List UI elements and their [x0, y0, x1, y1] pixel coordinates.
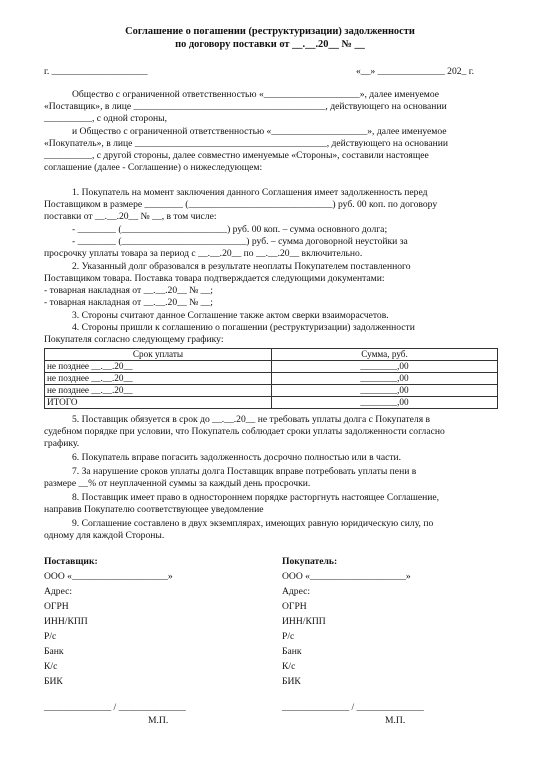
intro-line: и Общество с ограниченной ответственностью «____________________», далее именуемое	[72, 126, 447, 137]
supplier-field: Р/с	[44, 631, 57, 642]
clause-line: - товарная накладная от __.__.20__ № __;	[44, 285, 213, 296]
intro-line: __________, с одной стороны,	[44, 113, 167, 124]
clause-line: размере __% от неуплаченной суммы за каждый день просрочки.	[44, 478, 311, 489]
buyer-field: БИК	[282, 676, 301, 687]
clause-line: просрочку уплаты товара за период с __.__.20__ по __.__.20__ включительно.	[44, 248, 363, 259]
clause-line: одному для каждой Стороны.	[44, 530, 165, 541]
supplier-field: К/с	[44, 661, 58, 672]
intro-line: __________, с другой стороны, далее совместно именуемые «Стороны», составили настоящее	[44, 150, 429, 161]
table-row	[45, 373, 498, 385]
clause-line: 9. Соглашение составлено в двух экземплярах, имеющих равную юридическую силу, по	[72, 518, 434, 529]
buyer-field: Р/с	[282, 631, 295, 642]
supplier-heading: Поставщик:	[44, 556, 98, 567]
intro-line: соглашение (далее - Соглашение) о нижеследующем:	[44, 162, 263, 173]
supplier-signature-line: ______________ / ______________	[44, 702, 186, 713]
due-date-cell: не позднее __.__.20__	[45, 373, 272, 385]
column-header-amount: Сумма, руб.	[272, 349, 498, 361]
due-date-cell: не позднее __.__.20__	[45, 361, 272, 373]
clause-line: - ________ (______________________) руб. 00 коп. – сумма основного долга;	[72, 224, 388, 235]
table-row	[45, 385, 498, 397]
clause-line: направив Покупателю соответствующее уведомление	[44, 504, 264, 515]
table-row	[45, 361, 498, 373]
clause-line: - ________ (__________________________) руб. – сумма договорной неустойки за	[72, 236, 408, 247]
clause-line: Поставщиком в размере ________ (______________________________) руб. 00 коп. по договору	[44, 199, 438, 210]
supplier-company: ООО «____________________»	[44, 571, 173, 582]
buyer-field: ОГРН	[282, 601, 307, 612]
clause-line: - товарная накладная от __.__.20__ № __;	[44, 297, 213, 308]
clause-line: 6. Покупатель вправе погасить задолженность досрочно полностью или в части.	[72, 452, 402, 463]
clause-line: 5. Поставщик обязуется в срок до __.__.20__ не требовать уплаты долга с Покупателя в	[72, 414, 431, 425]
total-amount-cell: ________,00	[272, 397, 498, 409]
date-field: «__» ______________ 202_ г.	[356, 66, 474, 77]
total-label-cell: ИТОГО	[45, 397, 272, 409]
supplier-field: ИНН/КПП	[44, 616, 88, 627]
buyer-field: К/с	[282, 661, 296, 672]
clause-line: 4. Стороны пришли к соглашению о погашении (реструктуризации) задолженности	[72, 322, 415, 333]
clause-line: 3. Стороны считают данное Соглашение также актом сверки взаиморасчетов.	[72, 310, 389, 321]
document-title-line1: Соглашение о погашении (реструктуризации) задолженности	[125, 26, 415, 37]
intro-line: Общество с ограниченной ответственностью «____________________», далее именуемое	[72, 89, 440, 100]
clause-line: судебном порядке при условии, что Покупатель соблюдает сроки уплаты задолженности согласно	[44, 426, 445, 437]
document-title-line2: по договору поставки от __.__.20__ № __	[175, 39, 365, 50]
supplier-stamp-mark: М.П.	[148, 715, 169, 726]
buyer-signature-line: ______________ / ______________	[282, 702, 424, 713]
table-header-row	[45, 349, 498, 361]
clause-line: Поставщиком товара. Поставка товара подтверждается следующими документами:	[44, 273, 385, 284]
amount-cell: ________,00	[272, 361, 498, 373]
buyer-heading: Покупатель:	[282, 556, 338, 567]
payment-schedule-table	[44, 348, 498, 409]
buyer-field: ИНН/КПП	[282, 616, 326, 627]
table-total-row	[45, 397, 498, 409]
buyer-field: Банк	[282, 646, 302, 657]
supplier-field: БИК	[44, 676, 63, 687]
clause-line: 7. За нарушение сроков уплаты долга Поставщик вправе потребовать уплаты пени в	[72, 466, 417, 477]
amount-cell: ________,00	[272, 373, 498, 385]
intro-line: «Покупатель», в лице ________________________________________, действующего на основании	[44, 138, 449, 149]
buyer-company: ООО «____________________»	[282, 571, 411, 582]
supplier-field: Банк	[44, 646, 64, 657]
due-date-cell: не позднее __.__.20__	[45, 385, 272, 397]
supplier-field: ОГРН	[44, 601, 69, 612]
clause-line: 1. Покупатель на момент заключения данного Соглашения имеет задолженность перед	[72, 187, 428, 198]
clause-line: 2. Указанный долг образовался в результате неоплаты Покупателем поставленного	[72, 261, 411, 272]
amount-cell: ________,00	[272, 385, 498, 397]
supplier-field: Адрес:	[44, 586, 73, 597]
clause-line: Покупателя согласно следующему графику:	[44, 334, 224, 345]
intro-line: «Поставщик», в лице ________________________________________, действующего на основании	[44, 101, 447, 112]
clause-line: поставки от __.__.20__ № __, в том числе:	[44, 211, 217, 222]
buyer-stamp-mark: М.П.	[385, 715, 406, 726]
column-header-due-date: Срок уплаты	[45, 349, 272, 361]
buyer-field: Адрес:	[282, 586, 311, 597]
clause-line: графику.	[44, 438, 80, 449]
place-field: г. ____________________	[44, 66, 148, 77]
clause-line: 8. Поставщик имеет право в одностороннем порядке расторгнуть настоящее Соглашение,	[72, 492, 440, 503]
